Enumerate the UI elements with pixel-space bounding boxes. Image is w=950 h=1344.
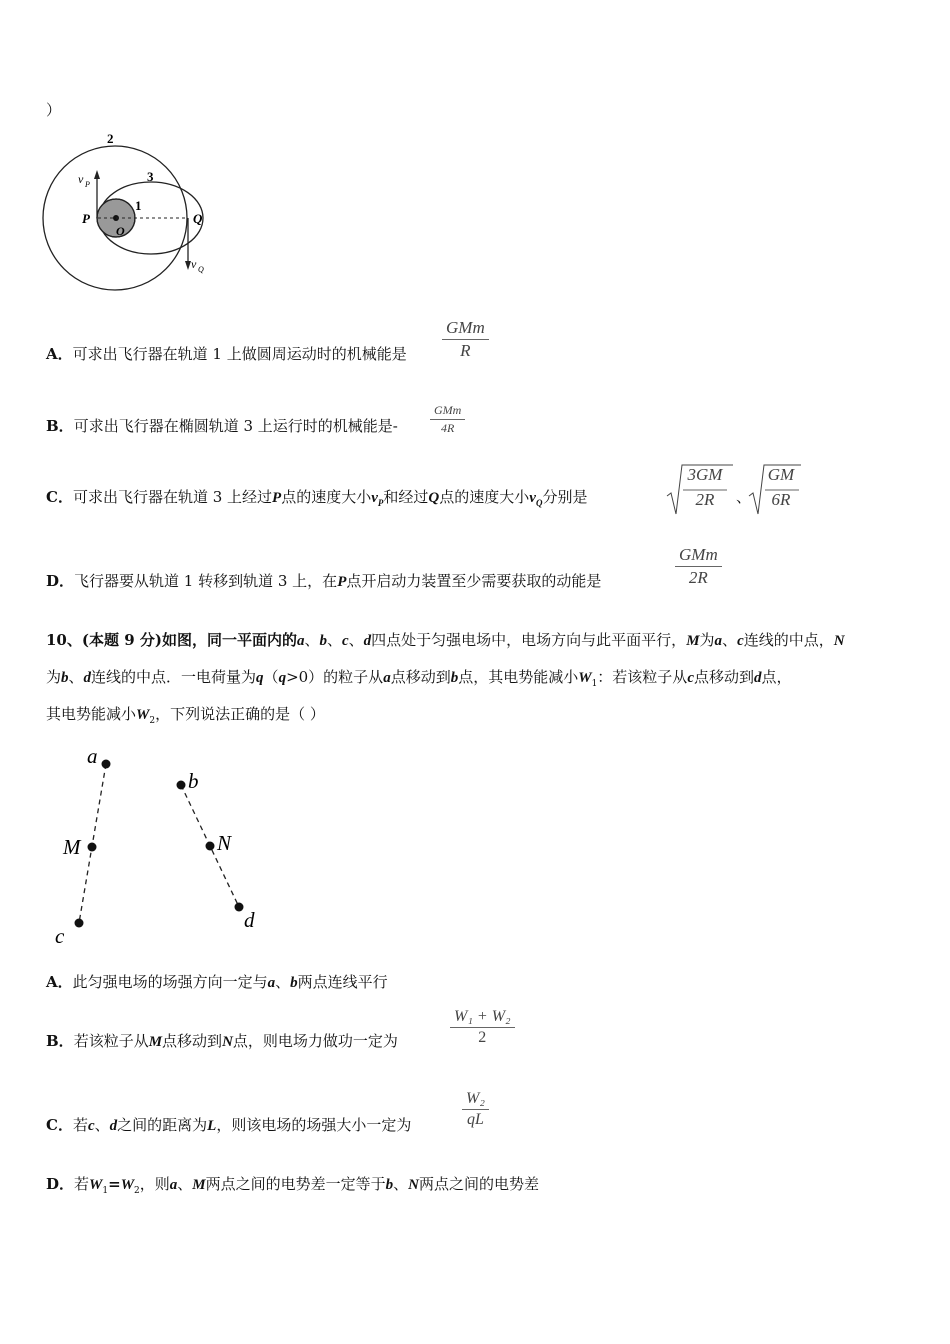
label-b: b	[188, 769, 199, 793]
q9-option-c-sep: 、	[736, 488, 752, 506]
q9-option-c: C．可求出飞行器在轨道 3 上经过P点的速度大小$v_P$和经过Q点的速度大小$v_Q$分别是	[46, 488, 588, 508]
point-n-dot	[206, 842, 215, 851]
top-paren: ）	[46, 101, 62, 119]
q9-option-c-frac-1: 3GM 2R	[687, 465, 723, 509]
vp-arrow-head	[94, 170, 100, 179]
q10-option-c-fraction: $\frac{\text{W₂}}{qL}$	[462, 1090, 489, 1129]
label-m: M	[63, 835, 81, 859]
field-points-figure	[45, 740, 275, 950]
label-q: Q	[193, 211, 203, 226]
q10-option-c: C．若c、d之间的距离为L，则该电场的场强大小一定为	[46, 1116, 412, 1134]
label-p: P	[82, 211, 90, 226]
point-b-dot	[177, 781, 186, 790]
label-vq: v	[191, 257, 197, 271]
point-d-dot	[235, 903, 244, 912]
q9-option-d-fraction: GMm 2R	[675, 545, 722, 588]
q10-option-b-fraction: $\frac{\text{W₁ + W₂}}{2}$	[450, 1008, 515, 1047]
label-d: d	[244, 908, 255, 932]
label-vp-sub: P	[85, 180, 90, 189]
label-vp: v	[78, 172, 84, 186]
q9-option-b: B．可求出飞行器在椭圆轨道 3 上运行时的机械能是-	[46, 417, 398, 435]
label-n: N	[217, 831, 232, 855]
q10-stem-line-2: 为b、d连线的中点．一电荷量为q（q>0）的粒子从a点移动到b点，其电势能减小$W_1$：若该粒子从c点移动到d点，	[46, 668, 792, 689]
point-c-dot	[75, 919, 84, 928]
q9-option-b-fraction: GMm 4R	[430, 403, 465, 436]
q9-option-a: A．可求出飞行器在轨道 1 上做圆周运动时的机械能是	[46, 345, 407, 363]
label-1: 1	[135, 198, 142, 213]
point-m-dot	[88, 843, 97, 852]
label-o: O	[116, 224, 125, 238]
label-a: a	[87, 744, 98, 768]
q10-option-a: A．此匀强电场的场强方向一定与a、b两点连线平行	[46, 973, 388, 991]
q10-stem-line-3: 其电势能减小$W_2$，下列说法正确的是（ ）	[46, 705, 325, 726]
label-2: 2	[107, 131, 114, 146]
q9-option-c-frac-2: GM 6R	[767, 465, 795, 509]
label-c: c	[55, 924, 65, 948]
q9-option-a-fraction: GMm R	[442, 318, 489, 361]
q9-option-d: D．飞行器要从轨道 1 转移到轨道 3 上，在P点开启动力装置至少需要获取的动能是	[46, 572, 602, 590]
q10-option-b: B．若该粒子从M点移动到N点，则电场力做功一定为	[46, 1032, 398, 1050]
label-vq-sub: Q	[198, 265, 204, 274]
q10-stem-line-1: 10、(本题 9 分)如图，同一平面内的a、b、c、d四点处于匀强电场中，电场方向与此平面平行，M为a、c连线的中点，N	[46, 631, 845, 649]
point-a-dot	[102, 760, 111, 769]
q10-option-d: D．若$W_1=W_2$，则a、M两点之间的电势差一定等于b、N两点之间的电势差	[46, 1175, 540, 1196]
orbit-figure	[40, 125, 220, 295]
label-3: 3	[147, 169, 154, 184]
